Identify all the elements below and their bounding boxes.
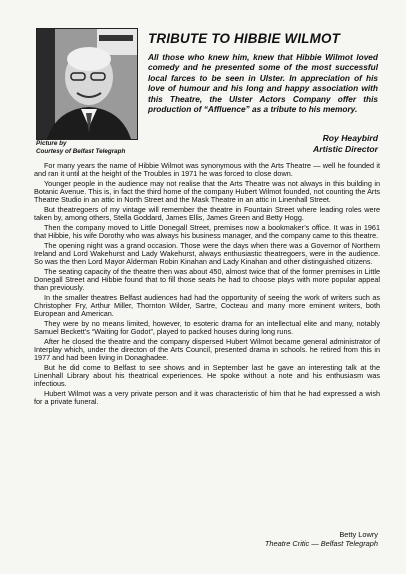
article-paragraph: Younger people in the audience may not realise that the Arts Theatre was not always in this building in Botanic Avenue. This is, in fact the third home of the company Hubert Wilmot founded, not counting the Arts Theatre Studio in an attic in North Street and the Mask Theatre in an attic in Linenhall Street.	[34, 178, 380, 205]
article-paragraph: After he closed the theatre and the company dispersed Hubert Wilmot became general administrator of Interplay which, under the directon of the Arts Council, presented drama in schools. he retired from this in 1977 and had been living in Donaghadee.	[34, 336, 380, 363]
article-paragraph: But he did come to Belfast to see shows and in September last he gave an interesting talk at the Linenhall Library about his theatrical experiences. He spoke without a note and his enthusiasm was infectious.	[34, 362, 380, 389]
article-paragraph: They were by no means limited, however, to esoteric drama for an intellectual elite and many, notably Samuel Beckett’s “Waiting for Godot”, played to packed houses during long runs.	[34, 318, 380, 337]
article-paragraph: The opening night was a grand occasion. Those were the days when there was a Governor of Northern Ireland and Lord Wakehurst and Lady Wakehurst, always enthusiastic theatregoers, were in the audience. So was the then Lord Mayor Alderman Robin Kinahan and Lady Kinahan and other distinguished citizens.	[34, 240, 380, 267]
signature-bottom-name: Betty Lowry	[339, 530, 378, 539]
photo-caption	[36, 140, 146, 156]
page-title: TRIBUTE TO HIBBIE WILMOT	[148, 31, 341, 46]
portrait-image	[37, 29, 137, 139]
article-paragraph: Hubert Wilmot was a very private person and it was characteristic of him that he had expressed a wish for a private funeral.	[34, 389, 380, 407]
article-paragraph: Then the company moved to Little Donegall Street, premises now a bookmaker’s office. It was in 1961 that Hibbie, his wife Dorothy who was always his business manager, and the company came to this theatre.	[34, 222, 380, 241]
signature-bottom	[265, 530, 378, 548]
signature-top-role: Artistic Director	[313, 143, 378, 154]
signature-top	[313, 133, 378, 154]
signature-bottom-role: Theatre Critic — Belfast Telegraph	[264, 539, 378, 549]
intro-text: All those who knew him, knew that Hibbie Wilmot loved comedy and he presented some of the most successful local farces to be seen in Ulster. In appreciation of his love of humour and his long and happy association with this Theatre, the Ulster Actors Company offer this production of “Affluence” as a tribute to his memory.	[148, 52, 378, 115]
article-paragraph: For many years the name of Hibbie Wilmot was synonymous with the Arts Theatre — well he founded it and ran it until at the height of the Troubles in 1971 he was forced to close down.	[34, 161, 380, 179]
portrait-photo	[36, 28, 138, 140]
article-paragraph: In the smaller theatres Belfast audiences had had the opportunity of seeing the work of writers such as Christopher Fry, Arthur Miller, Thornton Wilder, Sartre, Cocteau and many more eminent writers, both European and American.	[34, 292, 380, 319]
signature-top-name: Roy Heaybird	[322, 133, 378, 143]
article-paragraph: But theatregoers of my vintage will remember the theatre in Fountain Street where leading roles were taken by, among others, Stella Goddard, James Ellis, James Green and Betty Hogg.	[34, 204, 380, 223]
caption-line-2: Courtesy of Belfast Telegraph	[36, 148, 126, 155]
article-paragraph: The seating capacity of the theatre then was about 450, almost twice that of the former premises in Little Donegall Street and Hibbie found that to fill those seats he had to choose plays with more popular appeal than previously.	[34, 266, 380, 293]
article-body	[34, 162, 380, 408]
caption-line-1: Picture by	[36, 140, 67, 147]
